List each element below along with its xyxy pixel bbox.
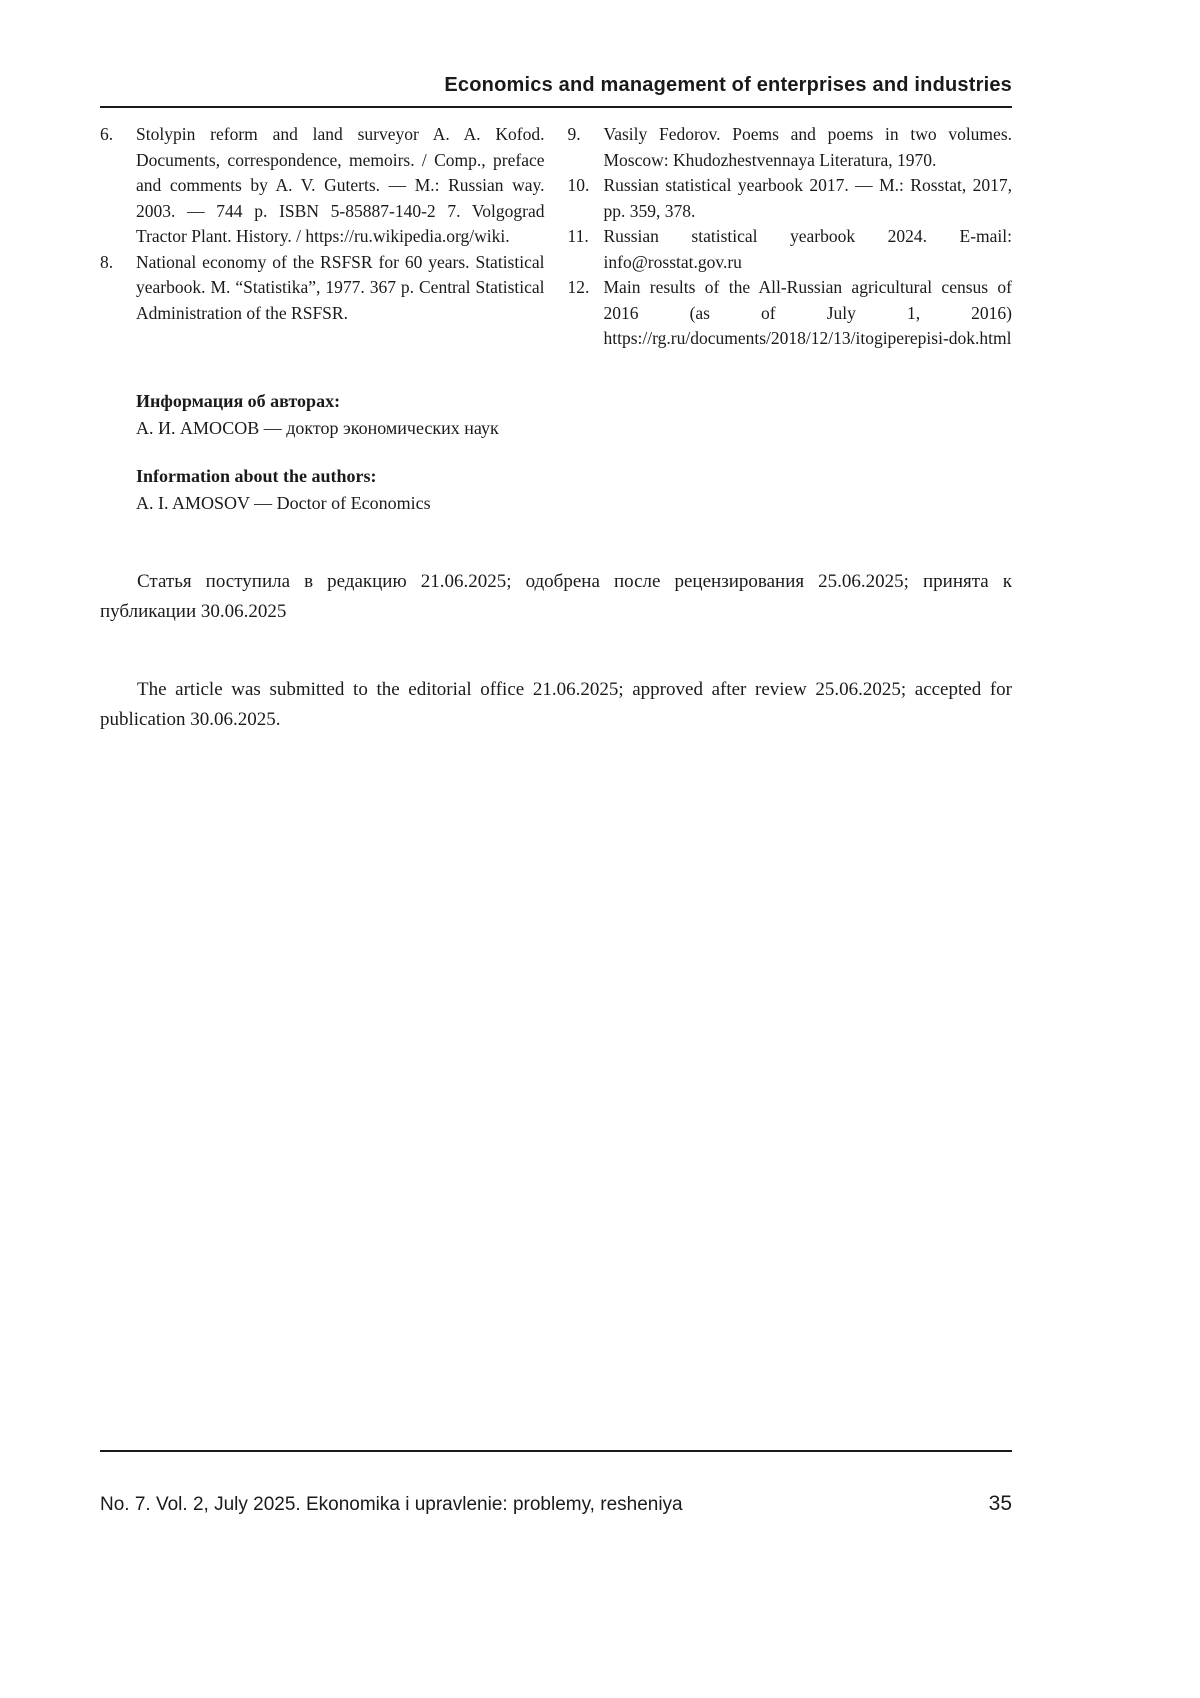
references-right-column [568, 122, 1013, 352]
reference-text: Main results of the All-Russian agricultural census of 2016 (as of July 1, 2016) https://rg.ru/documents/2018/12/13/itogiperepisi-dok.html [603, 277, 1012, 348]
reference-item-6 [100, 122, 545, 250]
authors-heading-en: Information about the authors: [136, 465, 377, 486]
footer-journal-line: No. 7. Vol. 2, July 2025. Ekonomika i upravlenie: problemy, resheniya [100, 1494, 683, 1515]
reference-text: Stolypin reform and land surveyor A. A. Kofod. Documents, correspondence, memoirs. / Comp., preface and comments by A. V. Guterts. — M.: Russian way. 2003. — 744 p. ISBN 5-85887-140-2 7. Volgograd Tractor Plant. History. / https://ru.wikipedia.org/wiki. [136, 124, 545, 246]
reference-number: 11. [567, 226, 589, 246]
page-content [100, 74, 1012, 735]
reference-text: Russian statistical yearbook 2024. E-mail: info@rosstat.gov.ru [603, 226, 1012, 272]
reference-item-10 [568, 173, 1013, 224]
reference-item-9 [568, 122, 1013, 173]
reference-item-11 [568, 224, 1013, 275]
author-line-ru: А. И. АМОСОВ — доктор экономических наук [136, 417, 499, 438]
page-number: 35 [988, 1492, 1012, 1515]
references-section [100, 122, 1012, 352]
reference-number: 6. [100, 124, 114, 144]
authors-info-section [136, 388, 1012, 517]
page-footer [100, 1450, 1012, 1516]
authors-info-en [136, 463, 1012, 517]
reference-text: Vasily Fedorov. Poems and poems in two volumes. Moscow: Khudozhestvennaya Literatura, 1970. [603, 124, 1012, 170]
authors-heading-ru: Информация об авторах: [136, 390, 341, 411]
reference-item-8 [100, 250, 545, 327]
authors-info-ru [136, 388, 1012, 442]
reference-text: Russian statistical yearbook 2017. — M.: Rosstat, 2017, pp. 359, 378. [603, 175, 1012, 221]
reference-item-12 [568, 275, 1013, 352]
reference-text: National economy of the RSFSR for 60 years. Statistical yearbook. M. “Statistika”, 1977. 367 p. Central Statistical Administration of the RSFSR. [136, 251, 545, 323]
references-left-column [100, 122, 545, 352]
running-head-title: Economics and management of enterprises and industries [100, 74, 1012, 108]
author-line-en: A. I. AMOSOV — Doctor of Economics [136, 492, 431, 513]
reference-number: 12. [567, 277, 590, 297]
submission-dates-ru: Статья поступила в редакцию 21.06.2025; одобрена после рецензирования 25.06.2025; принята к публикации 30.06.2025 [100, 570, 1012, 622]
reference-number: 8. [100, 251, 114, 272]
reference-number: 10. [567, 175, 590, 195]
submission-dates-en: The article was submitted to the editorial office 21.06.2025; approved after review 25.06.2025; accepted for publication 30.06.2025. [100, 678, 1012, 730]
reference-number: 9. [567, 124, 581, 144]
